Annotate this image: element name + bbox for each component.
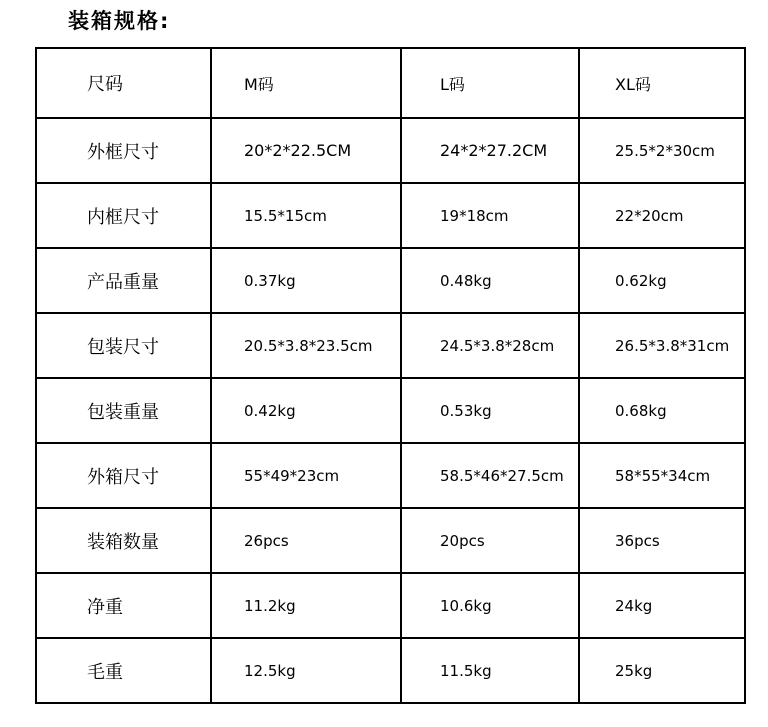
table-row <box>36 183 745 248</box>
row-label: 装箱数量 <box>36 508 211 573</box>
packing-spec-table <box>35 47 746 704</box>
table-row <box>36 248 745 313</box>
row-label: 包装尺寸 <box>36 313 211 378</box>
row-label: 净重 <box>36 573 211 638</box>
cell-xl: 26.5*3.8*31cm <box>579 313 745 378</box>
row-label: 外箱尺寸 <box>36 443 211 508</box>
row-label: 产品重量 <box>36 248 211 313</box>
header-cell-size: 尺码 <box>36 48 211 118</box>
cell-l: 11.5kg <box>401 638 579 703</box>
cell-xl: 22*20cm <box>579 183 745 248</box>
row-label: 包装重量 <box>36 378 211 443</box>
cell-l: 0.53kg <box>401 378 579 443</box>
table-row <box>36 638 745 703</box>
cell-xl: 0.62kg <box>579 248 745 313</box>
page-title: 装箱规格: <box>68 9 171 33</box>
cell-l: 58.5*46*27.5cm <box>401 443 579 508</box>
table-row <box>36 313 745 378</box>
table-row <box>36 508 745 573</box>
row-label: 外框尺寸 <box>36 118 211 183</box>
cell-l: 10.6kg <box>401 573 579 638</box>
cell-l: 19*18cm <box>401 183 579 248</box>
table-row <box>36 443 745 508</box>
cell-xl: 24kg <box>579 573 745 638</box>
row-label: 内框尺寸 <box>36 183 211 248</box>
header-cell-xl: XL码 <box>579 48 745 118</box>
cell-l: 20pcs <box>401 508 579 573</box>
table-row <box>36 573 745 638</box>
cell-m: 0.37kg <box>211 248 401 313</box>
cell-m: 20*2*22.5CM <box>211 118 401 183</box>
cell-m: 20.5*3.8*23.5cm <box>211 313 401 378</box>
cell-xl: 25kg <box>579 638 745 703</box>
cell-l: 24*2*27.2CM <box>401 118 579 183</box>
table-row <box>36 118 745 183</box>
table-header-row <box>36 48 745 118</box>
cell-m: 12.5kg <box>211 638 401 703</box>
table-row <box>36 378 745 443</box>
cell-xl: 25.5*2*30cm <box>579 118 745 183</box>
cell-l: 24.5*3.8*28cm <box>401 313 579 378</box>
cell-l: 0.48kg <box>401 248 579 313</box>
cell-m: 26pcs <box>211 508 401 573</box>
cell-m: 11.2kg <box>211 573 401 638</box>
cell-m: 55*49*23cm <box>211 443 401 508</box>
cell-xl: 0.68kg <box>579 378 745 443</box>
cell-xl: 36pcs <box>579 508 745 573</box>
header-cell-l: L码 <box>401 48 579 118</box>
row-label: 毛重 <box>36 638 211 703</box>
header-cell-m: M码 <box>211 48 401 118</box>
cell-m: 15.5*15cm <box>211 183 401 248</box>
cell-m: 0.42kg <box>211 378 401 443</box>
cell-xl: 58*55*34cm <box>579 443 745 508</box>
